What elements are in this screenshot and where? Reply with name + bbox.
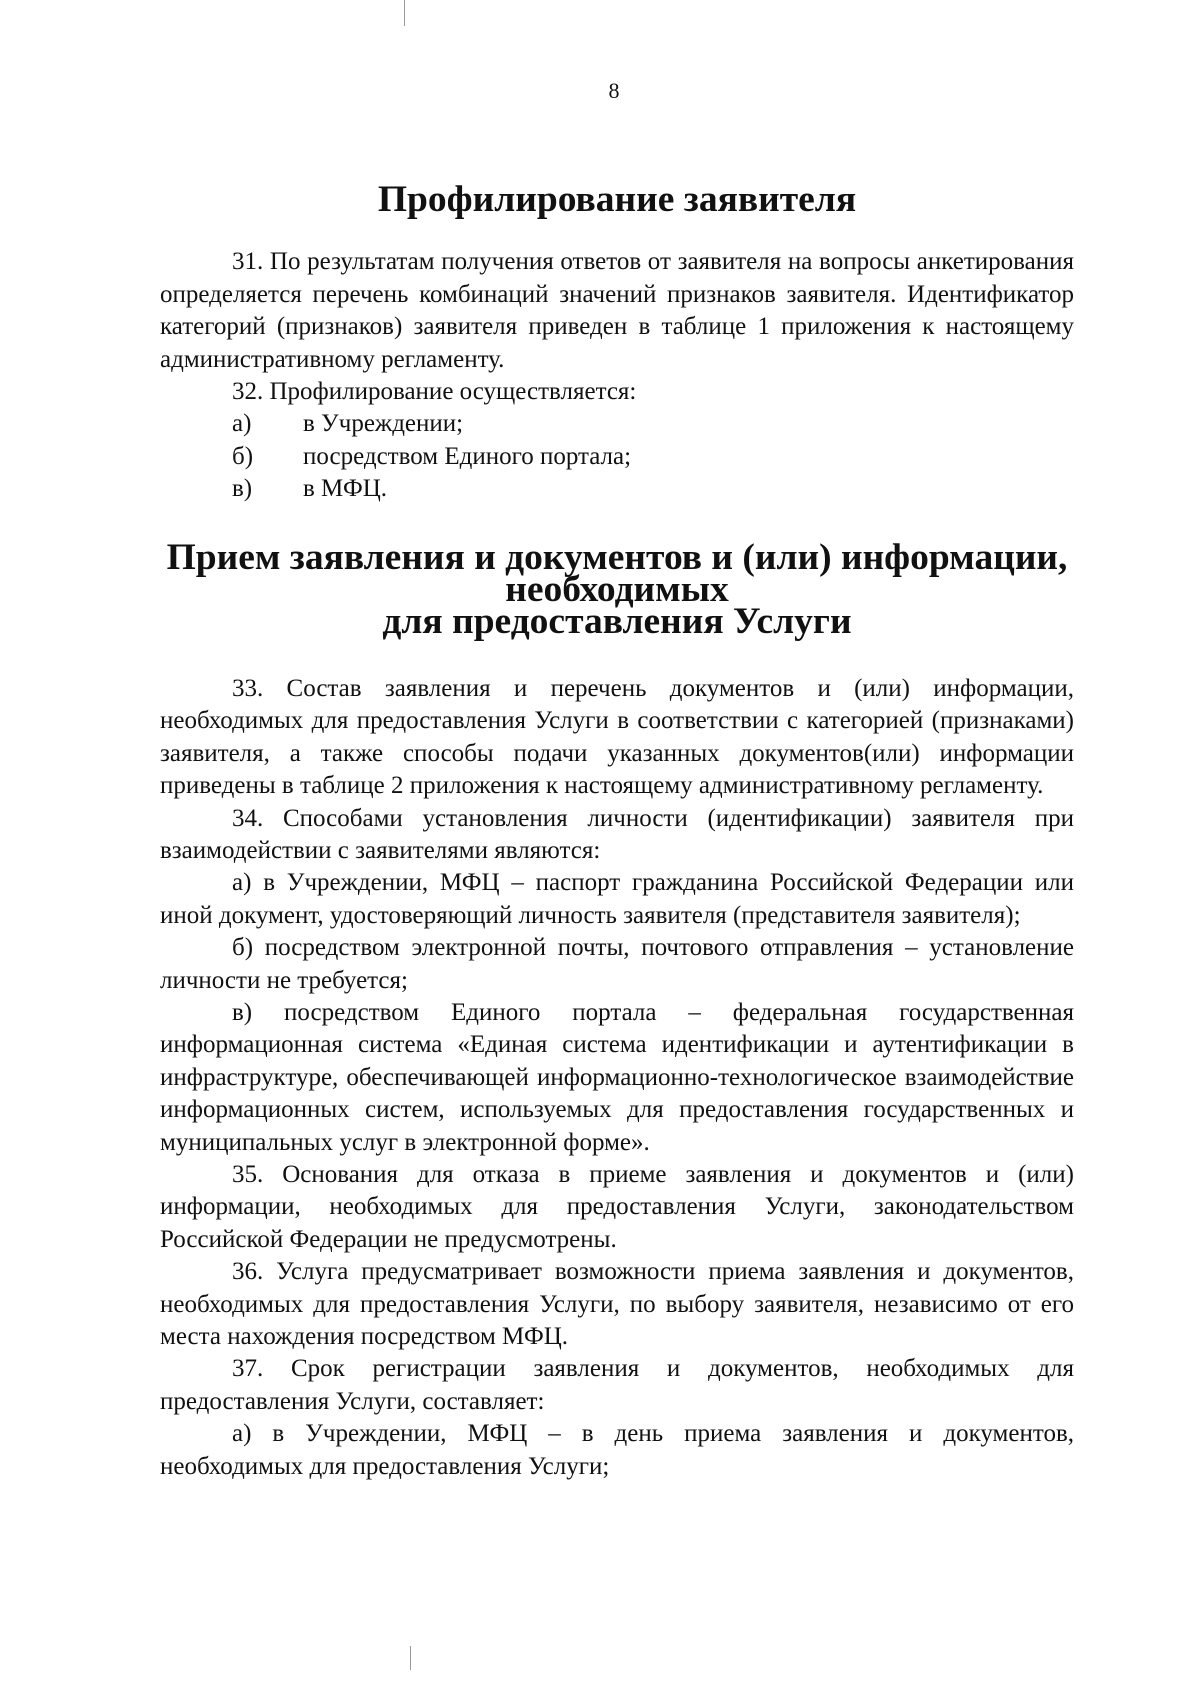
list-item-label: б): [232, 442, 254, 470]
scan-mark-bottom: [410, 1646, 411, 1670]
paragraph-34b: б) посредством электронной почты, почтового отправления – установление личности не требуется;: [160, 934, 1074, 994]
list-item-text: посредством Единого портала;: [303, 442, 632, 470]
section-heading-reception: [160, 536, 1074, 643]
paragraph-31: 31. По результатам получения ответов от заявителя на вопросы анкетирования определяется перечень комбинаций значений признаков заявителя. Идентификатор категорий (признаков) заявителя приведен в таблице 1 приложения к настоящему административному регламенту.: [160, 248, 1074, 373]
paragraph-34c: в) посредством Единого портала – федеральная государственная информационная система «Единая система идентификации и аутентификации в инфраструктуре, обеспечивающей информационно-технологическое взаимодействие информационных систем, используемых для предоставления государственных и муниципальных услуг в электронной форме».: [160, 998, 1074, 1156]
paragraph-33: 33. Состав заявления и перечень документов и (или) информации, необходимых для предоставления Услуги в соответствии с категорией (признаками) заявителя, а также способы подачи указанных документов(или) информации приведены в таблице 2 приложения к настоящему административному регламенту.: [160, 674, 1074, 800]
paragraph-34a: а) в Учреждении, МФЦ – паспорт гражданина Российской Федерации или иной документ, удостоверяющий личность заявителя (представителя заявителя);: [160, 869, 1074, 929]
list-item: [160, 408, 1074, 440]
page-number: 8: [608, 78, 620, 103]
paragraph-35: 35. Основания для отказа в приеме заявления и документов и (или) информации, необходимых для предоставления Услуги, законодательством Российской Федерации не предусмотрены.: [160, 1160, 1074, 1253]
list-item: [160, 441, 1074, 473]
list-item: [160, 473, 1074, 505]
section-heading-line-2: для предоставления Услуги: [382, 601, 852, 643]
scan-mark-top: [404, 0, 405, 26]
list-item-label: в): [232, 475, 253, 503]
paragraph-37: 37. Срок регистрации заявления и документов, необходимых для предоставления Услуги, составляет:: [160, 1355, 1074, 1415]
section-heading-line-1: Прием заявления и документов и (или) информации, необходимых: [166, 536, 1068, 611]
section-heading-profiling: Профилирование заявителя: [377, 179, 857, 220]
list-item-label: а): [232, 410, 252, 438]
list-item-text: в Учреждении;: [303, 410, 464, 438]
paragraph-37a: а) в Учреждении, МФЦ – в день приема заявления и документов, необходимых для предоставления Услуги;: [160, 1420, 1074, 1480]
list-item-text: в МФЦ.: [303, 475, 388, 503]
paragraph-32: 32. Профилирование осуществляется:: [232, 378, 637, 406]
document-body: [160, 179, 1074, 1483]
paragraph-34: 34. Способами установления личности (идентификации) заявителя при взаимодействии с заявителями являются:: [160, 804, 1074, 864]
paragraph-36: 36. Услуга предусматривает возможности приема заявления и документов, необходимых для предоставления Услуги, по выбору заявителя, независимо от его места нахождения посредством МФЦ.: [160, 1258, 1074, 1350]
